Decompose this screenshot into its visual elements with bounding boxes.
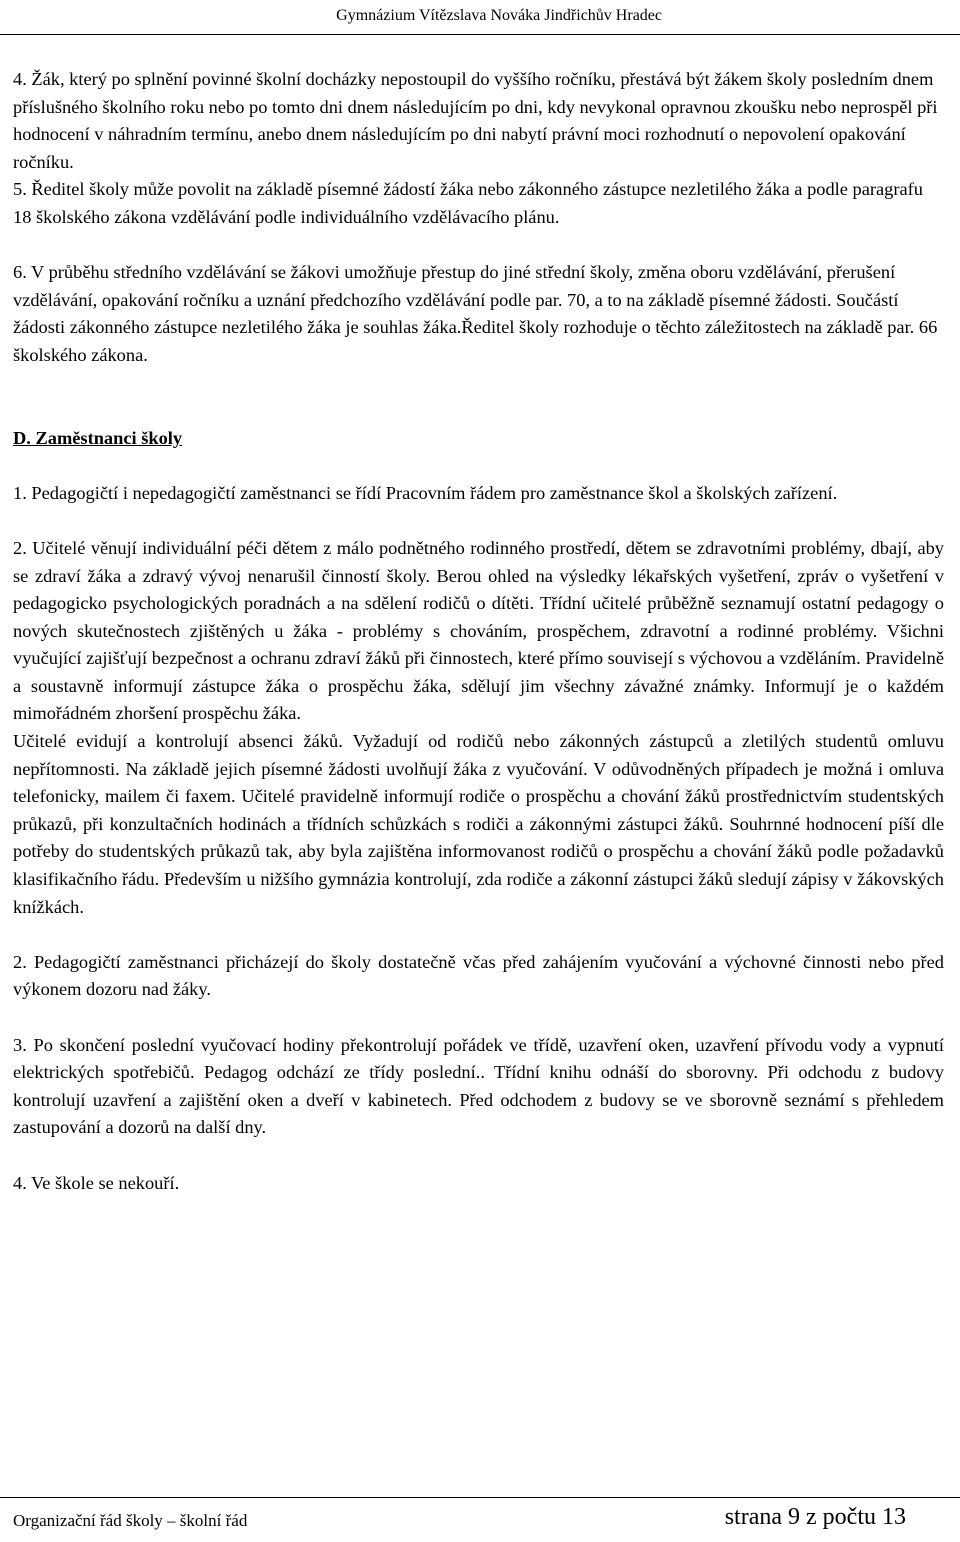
school-name: Gymnázium Vítězslava Nováka Jindřichův Hradec <box>336 7 662 24</box>
page-footer <box>0 1497 960 1542</box>
section-d-item-3: 3. Po skončení poslední vyučovací hodiny překontrolují pořádek ve třídě, uzavření oken, uzavření přívodu vody a vypnutí elektrických spotřebičů. Pedagog odchází ze třídy poslední.. Třídní knihu odnáší do sborovny. Při odchodu z budovy kontrolují uzavření a zajištění oken a dveří v kabinetech. Před odchodem z budovy se ve sborovně seznámí s přehledem zastupování a dozorů na další dny. <box>13 1034 944 1138</box>
paragraph-4: 4. Žák, který po splnění povinné školní docházky nepostoupil do vyššího ročníku, přestává být žákem školy posledním dnem příslušného školního roku nebo po tomto dni dnem následujícím po dni, kdy nevykonal opravnou zkoušku nebo neprospěl při hodnocení v náhradním termínu, anebo dnem následujícím po dni nabytí právní moci rozhodnutí o nepovolení opakování ročníku. <box>13 69 938 172</box>
document-title: Organizační řád školy – školní řád <box>13 1511 248 1530</box>
document-body <box>13 66 944 1197</box>
section-d-item-1: 1. Pedagogičtí i nepedagogičtí zaměstnanci se řídí Pracovním řádem pro zaměstnance škol a školských zařízení. <box>13 482 838 503</box>
section-d-item-2: 2. Učitelé věnují individuální péči dětem z málo podnětného rodinného prostředí, dětem se zdravotními problémy, dbají, aby se zdraví žáka a zdravý vývoj nenarušil činností školy. Berou ohled na výsledky lékařských vyšetření, zpráv o vyšetření v pedagogicko psychologických poradnách a na sdělení rodičů o dítěti. Třídní učitelé průběžně seznamují ostatní pedagogy o nových skutečnostech zjištěných u žáka - problémy s chováním, prospěchem, zdravotní a rodinné problémy. Všichni vyučující zajišťují bezpečnost a ochranu zdraví žáků při činnostech, které přímo souvisejí s výchovou a vzděláním. Pravidelně a soustavně informují zástupce žáka o prospěchu žáka, sdělují jim všechny závažné známky. Informují je o každém mimořádném zhoršení prospěchu žáka. <box>13 537 944 724</box>
section-d-title: D. Zaměstnanci školy <box>13 427 183 448</box>
page-header <box>0 0 960 35</box>
section-d-item-2-continued: Učitelé evidují a kontrolují absenci žáků. Vyžadují od rodičů nebo zákonných zástupců a zletilých studentů omluvu nepřítomnosti. Na základě jejich písemné žádosti uvolňují žáka z vyučování. V odůvodněných případech je možná i omluva telefonicky, mailem či faxem. Učitelé pravidelně informují rodiče o prospěchu a chování žáků prostřednictvím studentských průkazů, při konzultačních hodinách a třídních schůzkách s rodiči a zákonnými zástupci žáků. Souhrnné hodnocení píší dle potřeby do studentských průkazů tak, aby byla zajištěna informovanost rodičů o prospěchu a chování žáků podle požadavků klasifikačního řádu. Především u nižšího gymnázia kontrolují, zda rodiče a zákonní zástupci žáků sledují zápisy v žákovských knížkách. <box>13 731 944 917</box>
paragraph-5: 5. Ředitel školy může povolit na základě písemné žádostí žáka nebo zákonného zástupce nezletilého žáka a podle paragrafu 18 školského zákona vzdělávání podle individuálního vzdělávacího plánu. <box>13 179 923 227</box>
page-number: strana 9 z počtu 13 <box>724 1504 906 1530</box>
section-d-item-2-arrival: 2. Pedagogičtí zaměstnanci přicházejí do školy dostatečně včas před zahájením vyučování a výchovné činnosti nebo před výkonem dozoru nad žáky. <box>13 951 944 1000</box>
paragraph-6: 6. V průběhu středního vzdělávání se žákovi umožňuje přestup do jiné střední školy, změna oboru vzdělávání, přerušení vzdělávání, opakování ročníku a uznání předchozího vzdělávání podle par. 70, a to na základě písemné žádosti. Součástí žádosti zákonného zástupce nezletilého žáka je souhlas žáka.Ředitel školy rozhoduje o těchto záležitostech na základě par. 66 školského zákona. <box>13 262 938 365</box>
section-d-item-4: 4. Ve škole se nekouří. <box>13 1172 180 1193</box>
